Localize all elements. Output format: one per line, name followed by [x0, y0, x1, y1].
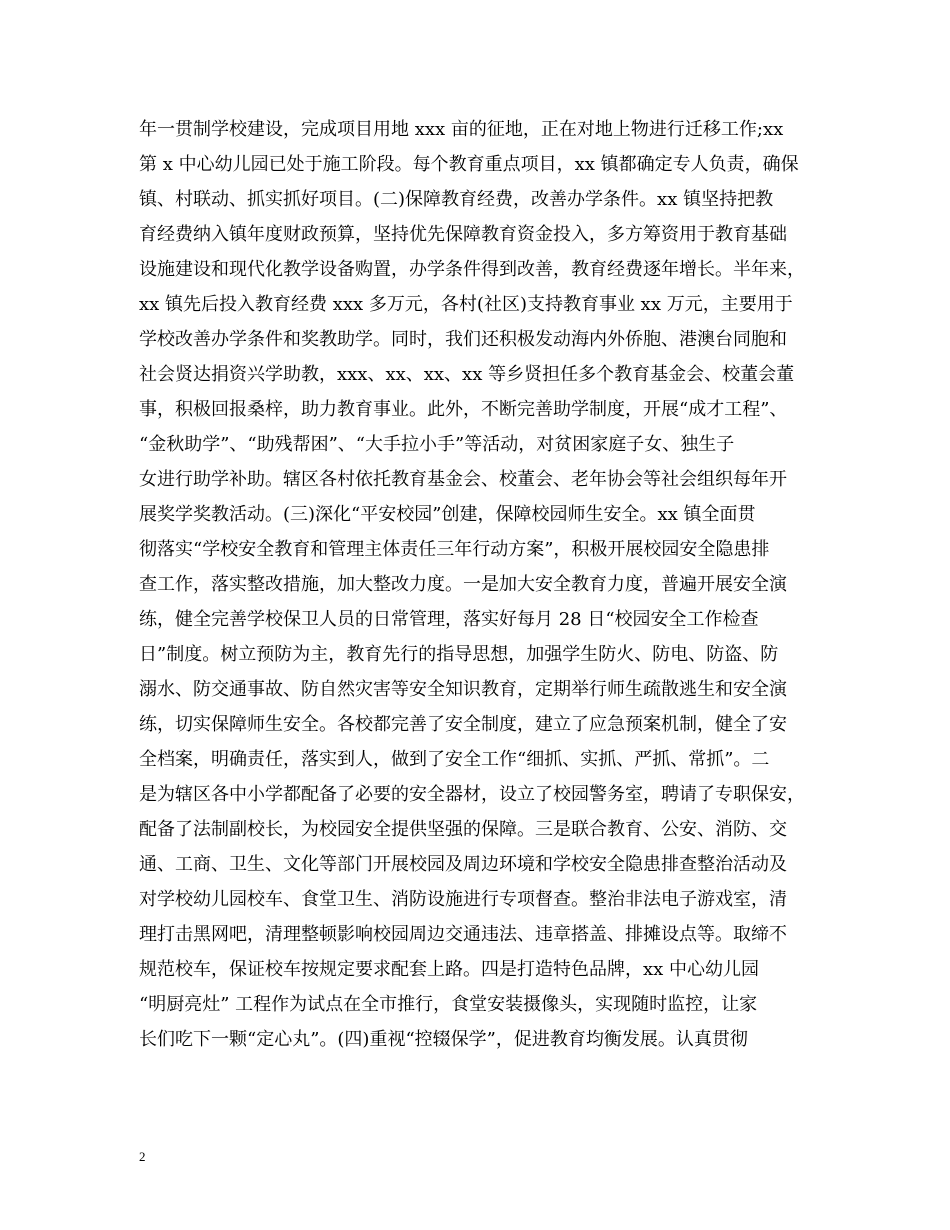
text-line: 对学校幼儿园校车、食堂卫生、消防设施进行专项督查。整治非法电子游戏室，清 — [139, 889, 787, 910]
text-line: 练，健全完善学校保卫人员的日常管理，落实好每月 28 日“校园安全工作检查 — [139, 609, 759, 630]
text-line: 事，积极回报桑梓，助力教育事业。此外，不断完善助学制度，开展“成才工程”、 — [139, 399, 788, 420]
text-line: xx 镇先后投入教育经费 xxx 多万元，各村(社区)支持教育事业 xx 万元，主要用于 — [139, 294, 793, 315]
page-number: 2 — [139, 1149, 146, 1164]
text-line: 配备了法制副校长，为校园安全提供坚强的保障。三是联合教育、公安、消防、交 — [139, 819, 787, 840]
text-line: 规范校车，保证校车按规定要求配套上路。四是打造特色品牌，xx 中心幼儿园 — [139, 959, 760, 980]
text-line: “金秋助学”、“助残帮困”、“大手拉小手”等活动，对贫困家庭子女、独生子 — [139, 434, 735, 455]
text-line: 第 x 中心幼儿园已处于施工阶段。每个教育重点项目，xx 镇都确定专人负责，确保 — [139, 154, 799, 175]
text-line: 学校改善办学条件和奖教助学。同时，我们还积极发动海内外侨胞、港澳台同胞和 — [139, 329, 787, 350]
text-line: 彻落实“学校安全教育和管理主体责任三年行动方案”，积极开展校园安全隐患排 — [139, 539, 770, 560]
text-line: 是为辖区各中小学都配备了必要的安全器材，设立了校园警务室，聘请了专职保安， — [139, 784, 805, 805]
text-line: “明厨亮灶” 工程作为试点在全市推行，食堂安装摄像头，实现随时监控，让家 — [139, 994, 758, 1015]
text-line: 镇、村联动、抓实抓好项目。(二)保障教育经费，改善办学条件。xx 镇坚持把教 — [139, 189, 774, 210]
text-line: 溺水、防交通事故、防自然灾害等安全知识教育，定期举行师生疏散逃生和安全演 — [139, 679, 787, 700]
text-line: 长们吃下一颗“定心丸”。(四)重视“控辍保学”，促进教育均衡发展。认真贯彻 — [139, 1029, 748, 1050]
text-line: 女进行助学补助。辖区各村依托教育基金会、校董会、老年协会等社会组织每年开 — [139, 469, 787, 490]
text-line: 日”制度。树立预防为主，教育先行的指导思想，加强学生防火、防电、防盗、防 — [139, 644, 779, 665]
text-line: 社会贤达捐资兴学助教，xxx、xx、xx、xx 等乡贤担任多个教育基金会、校董会董 — [139, 364, 795, 385]
text-line: 全档案，明确责任，落实到人，做到了安全工作“细抓、实抓、严抓、常抓”。二 — [139, 749, 770, 770]
text-line: 练，切实保障师生安全。各校都完善了安全制度，建立了应急预案机制，健全了安 — [139, 714, 787, 735]
text-line: 通、工商、卫生、文化等部门开展校园及周边环境和学校安全隐患排查整治活动及 — [139, 854, 787, 875]
text-line: 年一贯制学校建设，完成项目用地 xxx 亩的征地，正在对地上物进行迁移工作;xx — [139, 119, 784, 140]
text-line: 查工作，落实整改措施，加大整改力度。一是加大安全教育力度，普遍开展安全演 — [139, 574, 787, 595]
text-line: 理打击黑网吧，清理整顿影响校园周边交通违法、违章搭盖、排摊设点等。取缔不 — [139, 924, 787, 945]
text-line: 设施建设和现代化教学设备购置，办学条件得到改善，教育经费逐年增长。半年来， — [139, 259, 805, 280]
text-line: 展奖学奖教活动。(三)深化“平安校园”创建，保障校园师生安全。xx 镇全面贯 — [139, 504, 756, 525]
text-line: 育经费纳入镇年度财政预算，坚持优先保障教育资金投入，多方筹资用于教育基础 — [139, 224, 787, 245]
